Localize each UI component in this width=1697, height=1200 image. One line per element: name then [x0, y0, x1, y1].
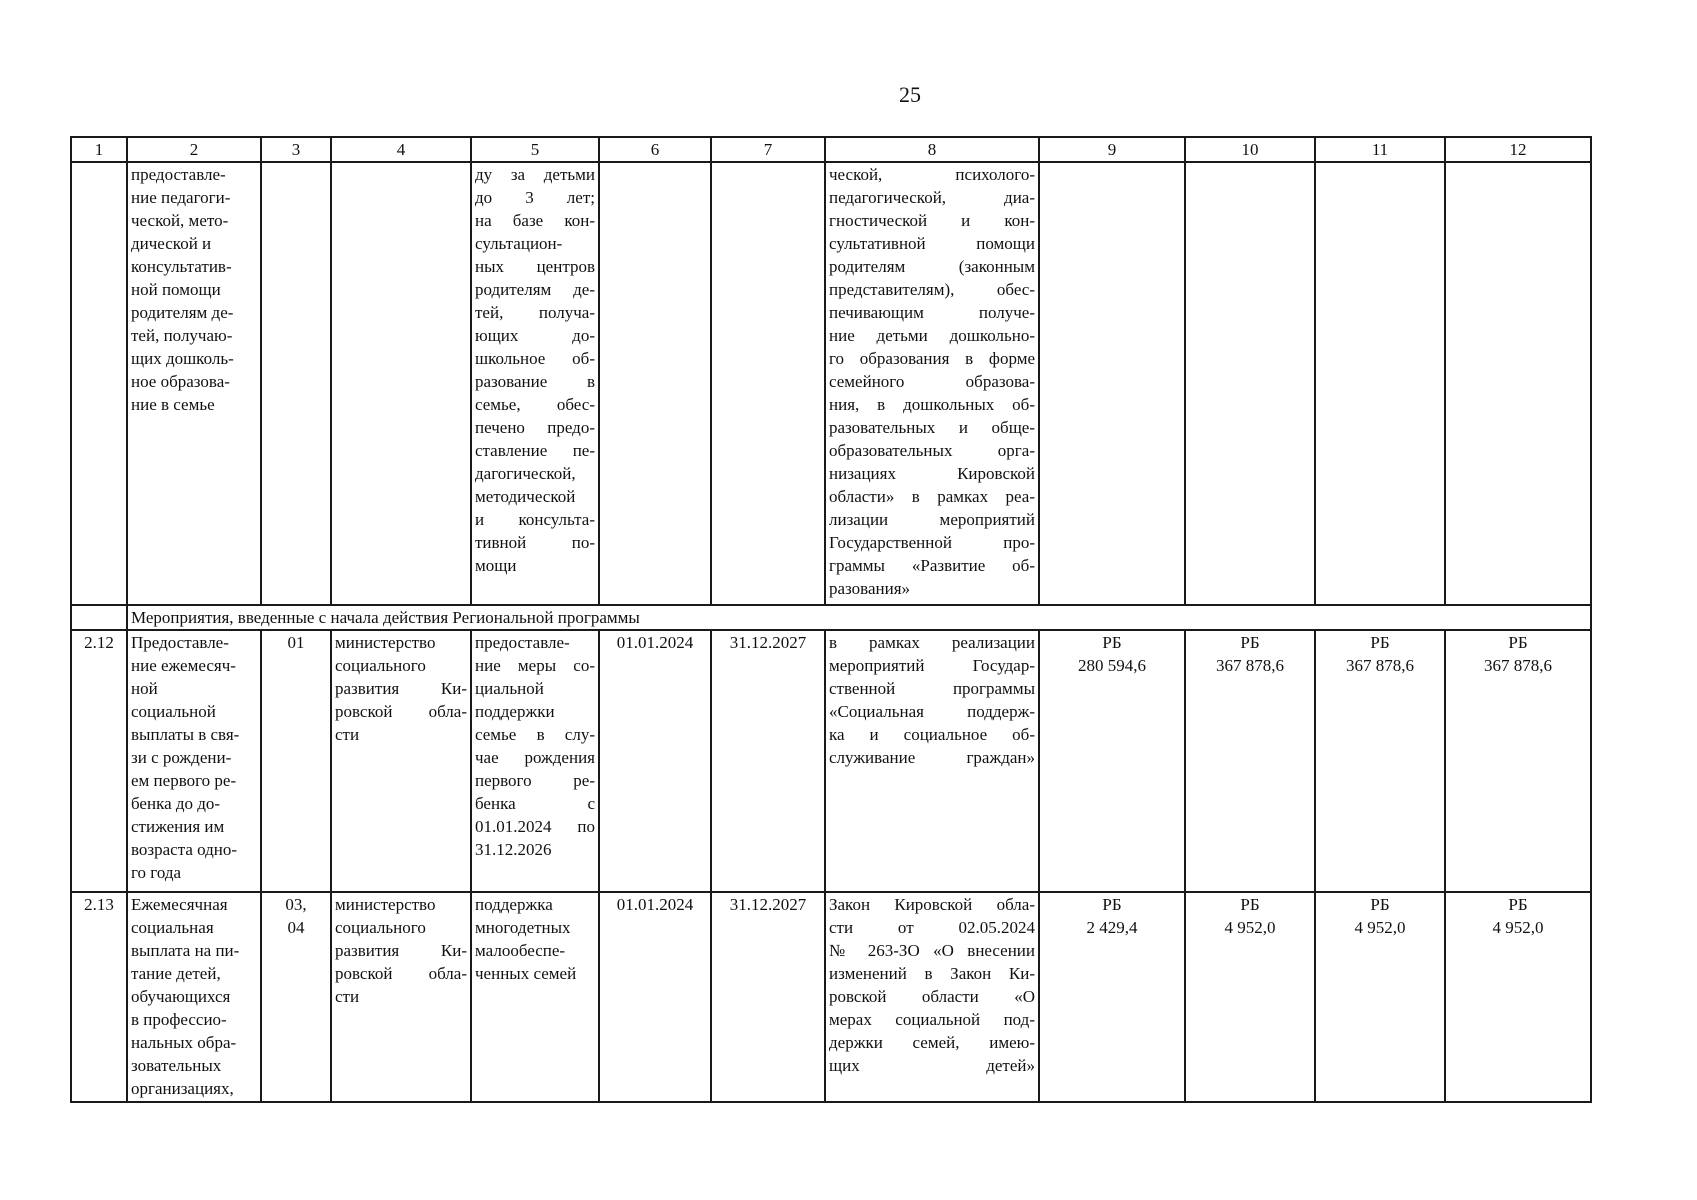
cell-finance — [1185, 162, 1315, 605]
cell-code-text: 03, 04 — [285, 895, 307, 937]
column-header: 6 — [599, 137, 711, 162]
cell-finance — [1039, 892, 1185, 1102]
column-header: 4 — [331, 137, 471, 162]
cell-result — [471, 892, 599, 1102]
cell-basis — [825, 630, 1039, 892]
cell-finance — [1039, 162, 1185, 605]
cell-num: 2.13 — [71, 892, 127, 1102]
cell-executor — [331, 892, 471, 1102]
section-title: Мероприятия, введенные с начала действия Региональной программы — [127, 605, 1591, 630]
column-header: 1 — [71, 137, 127, 162]
finance-source: РБ — [1102, 895, 1122, 914]
cell-finance — [1445, 892, 1591, 1102]
cell-end — [711, 162, 825, 605]
page-number: 25 — [899, 82, 921, 107]
cell-result — [471, 630, 599, 892]
cell-name-text: Ежемесячная социальная выплата на пи- тание детей, обучающихся в профессио- нальных обра- зовательных организациях, — [131, 895, 240, 1098]
column-number-row — [71, 137, 1591, 162]
column-header: 3 — [261, 137, 331, 162]
column-header: 9 — [1039, 137, 1185, 162]
finance-amount: 4 952,0 — [1492, 918, 1544, 937]
cell-name — [127, 630, 261, 892]
finance-source: РБ — [1240, 633, 1260, 652]
cell-name — [127, 892, 261, 1102]
cell-finance — [1445, 630, 1591, 892]
cell-finance — [1039, 630, 1185, 892]
cell-finance — [1315, 630, 1445, 892]
cell-finance — [1185, 892, 1315, 1102]
cell-finance — [1315, 892, 1445, 1102]
cell-result-text: предоставле- ние меры со- циальной поддержки семье в слу- чае рождения первого ре- бенка с 01.01.2024 по 31.12.2026 — [475, 633, 595, 859]
cell-end: 31.12.2027 — [711, 892, 825, 1102]
cell-executor-text: министерство социального развития Ки- ровской обла- сти — [335, 633, 467, 744]
finance-amount: 367 878,6 — [1216, 656, 1284, 675]
finance-amount: 280 594,6 — [1078, 656, 1146, 675]
cell-code-text: 01 — [287, 633, 305, 652]
cell-start — [599, 162, 711, 605]
table-row — [71, 892, 1591, 1102]
cell-name-text: Предоставле- ние ежемесяч- ной социальной выплаты в свя- зи с рождени- ем первого ре- бенка до до- стижения им возраста одно- го года — [131, 633, 240, 882]
finance-amount: 4 952,0 — [1354, 918, 1406, 937]
column-header: 5 — [471, 137, 599, 162]
cell-start: 01.01.2024 — [599, 630, 711, 892]
cell-executor-text: министерство социального развития Ки- ровской обла- сти — [335, 895, 467, 1006]
cell-basis — [825, 892, 1039, 1102]
cell-basis-text: в рамках реализации мероприятий Государ- ственной программы «Социальная поддерж- ка и социальное об- служивание граждан» — [829, 633, 1035, 767]
cell-basis-text: ческой, психолого- педагогической, диа- гностической и кон- сультативной помощи родителям (законным представителям), обес- печивающим получе- ние детьми дошкольно- го образования в форме семейного образова- ния, в дошкольных об- разовательных и обще- образовательных орга- низациях Кировской области» в рамках реа- лизации мероприятий Государственной про- граммы «Развитие об- разования» — [829, 165, 1035, 598]
cell-executor — [331, 630, 471, 892]
table-row — [71, 630, 1591, 892]
program-table — [70, 136, 1592, 1103]
cell-basis — [825, 162, 1039, 605]
finance-source: РБ — [1102, 633, 1122, 652]
column-header: 11 — [1315, 137, 1445, 162]
finance-source: РБ — [1370, 895, 1390, 914]
finance-amount: 2 429,4 — [1086, 918, 1138, 937]
cell-result-text: поддержка многодетных малообеспе- ченных семей — [475, 895, 577, 983]
finance-amount: 367 878,6 — [1484, 656, 1552, 675]
column-header: 8 — [825, 137, 1039, 162]
cell-executor — [331, 162, 471, 605]
cell-num — [71, 162, 127, 605]
cell-end: 31.12.2027 — [711, 630, 825, 892]
cell-num: 2.12 — [71, 630, 127, 892]
finance-source: РБ — [1240, 895, 1260, 914]
column-header: 12 — [1445, 137, 1591, 162]
cell-finance — [1445, 162, 1591, 605]
cell-finance — [1315, 162, 1445, 605]
finance-source: РБ — [1508, 633, 1528, 652]
section-row — [71, 605, 1591, 630]
column-header: 2 — [127, 137, 261, 162]
cell-name — [127, 162, 261, 605]
table-row-continued — [71, 162, 1591, 605]
finance-source: РБ — [1508, 895, 1528, 914]
cell-num — [71, 605, 127, 630]
cell-code — [261, 162, 331, 605]
cell-result-text: ду за детьми до 3 лет; на базе кон- сультацион- ных центров родителям де- тей, получа- ющих до- школьное об- разование в семье, обес- печено предо- ставление пе- дагогической, методической и консульта- тивной по- мощи — [475, 165, 595, 575]
cell-code — [261, 892, 331, 1102]
finance-amount: 367 878,6 — [1346, 656, 1414, 675]
cell-start: 01.01.2024 — [599, 892, 711, 1102]
cell-finance — [1185, 630, 1315, 892]
column-header: 10 — [1185, 137, 1315, 162]
finance-amount: 4 952,0 — [1224, 918, 1276, 937]
cell-basis-text: Закон Кировской обла- сти от 02.05.2024 № 263-ЗО «О внесении изменений в Закон Ки- ровской области «О мерах социальной под- держки семей, имею- щих детей» — [829, 895, 1035, 1075]
cell-result — [471, 162, 599, 605]
cell-code — [261, 630, 331, 892]
column-header: 7 — [711, 137, 825, 162]
finance-source: РБ — [1370, 633, 1390, 652]
cell-name-text: предоставле- ние педагоги- ческой, мето- дической и консультатив- ной помощи родителям де- тей, получаю- щих дошколь- ное образова- ние в семье — [131, 165, 234, 414]
